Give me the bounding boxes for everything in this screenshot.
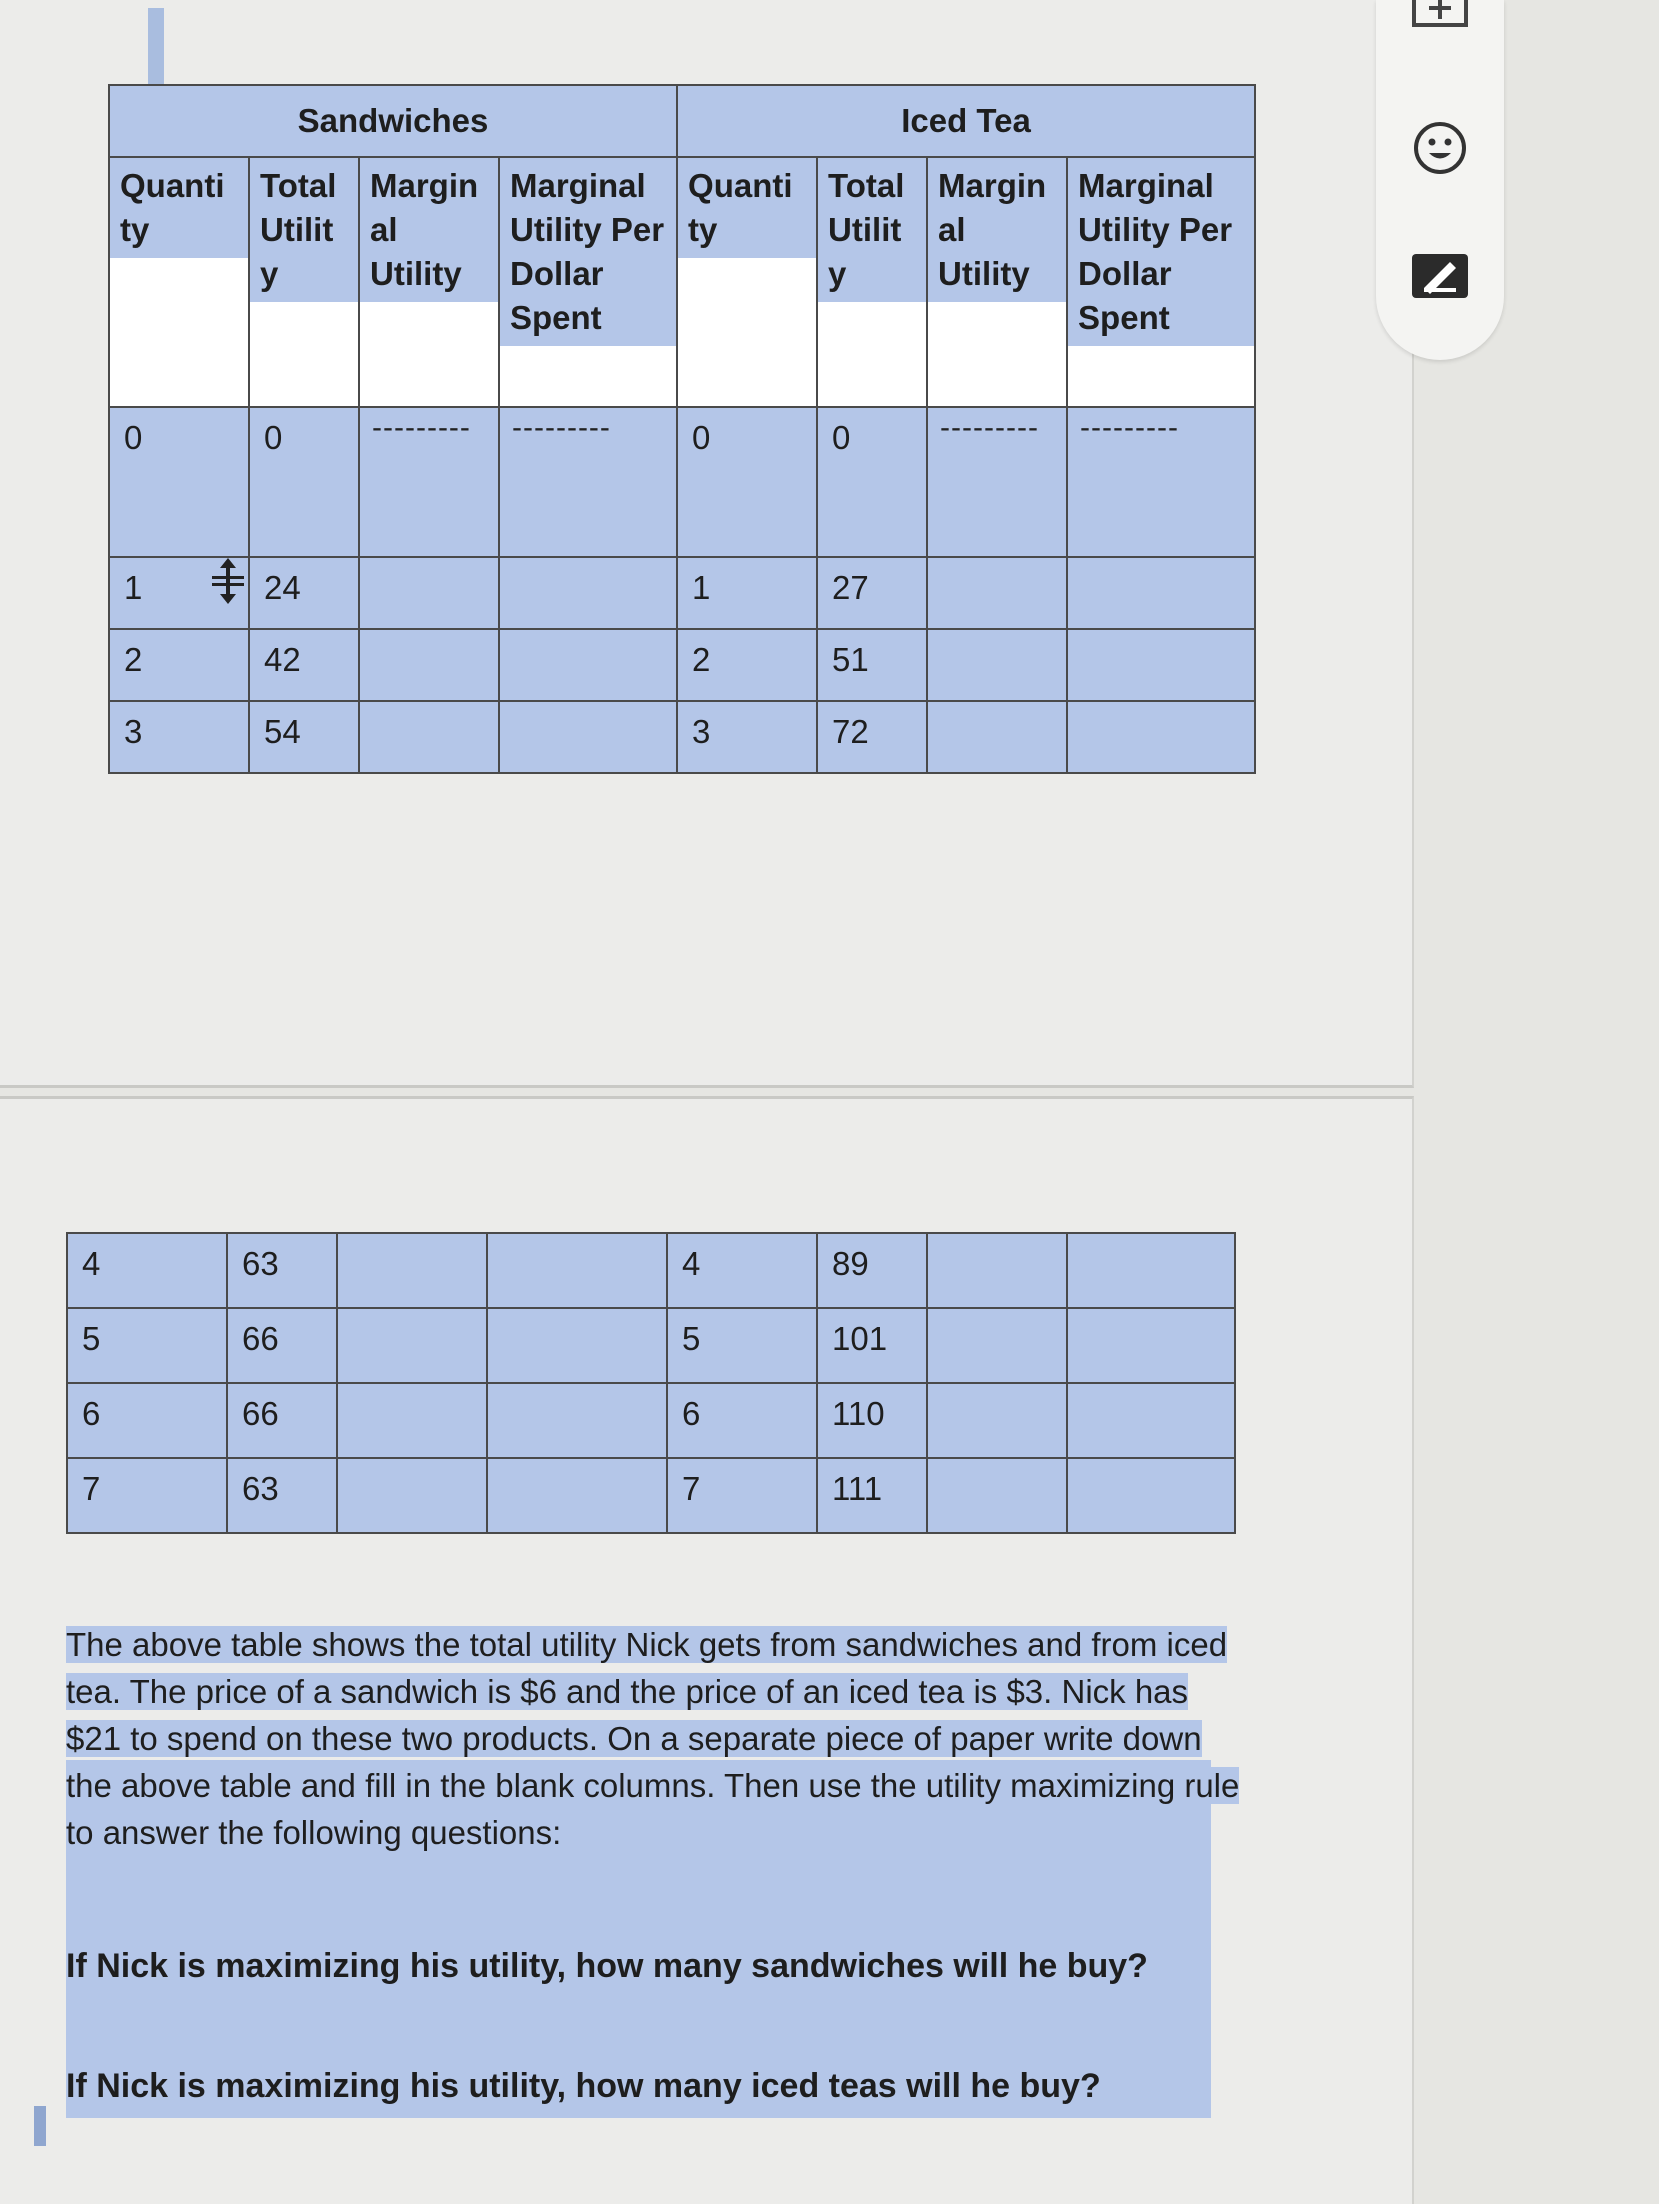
tea-tu-cell[interactable]: 110 bbox=[818, 1384, 926, 1444]
sandwich-tu-cell[interactable]: 66 bbox=[228, 1309, 336, 1369]
tea-qty-cell[interactable]: 0 bbox=[678, 408, 816, 468]
annotate-icon[interactable] bbox=[1408, 244, 1472, 308]
col-header-tea-marginal-utility: Margin al Utility bbox=[927, 157, 1067, 407]
question-sandwiches: If Nick is maximizing his utility, how many sandwiches will he buy? bbox=[66, 1947, 1148, 1985]
sandwich-tu-cell[interactable]: 66 bbox=[228, 1384, 336, 1444]
sandwich-qty-cell[interactable]: 0 bbox=[110, 408, 248, 468]
sandwich-mupd-cell[interactable] bbox=[487, 1458, 667, 1533]
col-header-tea-mu-per-dollar: Marginal Utility Per Dollar Spent bbox=[1067, 157, 1255, 407]
tea-mupd-cell[interactable] bbox=[1067, 557, 1255, 629]
blank-dash: --------- bbox=[512, 411, 611, 444]
blank-dash: --------- bbox=[1080, 411, 1179, 444]
sandwich-mupd-cell[interactable] bbox=[499, 557, 677, 629]
col-header-sandwich-mu-per-dollar: Marginal Utility Per Dollar Spent bbox=[499, 157, 677, 407]
sandwich-tu-cell[interactable]: 0 bbox=[250, 408, 358, 468]
blank-dash: --------- bbox=[940, 411, 1039, 444]
tea-mu-cell[interactable] bbox=[927, 1233, 1067, 1308]
sandwich-mu-cell[interactable] bbox=[337, 1383, 487, 1458]
sandwich-qty-cell[interactable]: 6 bbox=[68, 1384, 226, 1444]
sandwich-qty-cell[interactable]: 7 bbox=[68, 1459, 226, 1519]
tea-mupd-cell[interactable] bbox=[1067, 1308, 1235, 1383]
sandwich-qty-cell[interactable]: 3 bbox=[110, 702, 248, 762]
sandwich-qty-cell[interactable]: 4 bbox=[68, 1234, 226, 1294]
sandwich-mu-cell[interactable] bbox=[337, 1233, 487, 1308]
tea-tu-cell[interactable]: 72 bbox=[818, 702, 926, 762]
utility-table-top bbox=[108, 84, 1256, 774]
tea-qty-cell[interactable]: 2 bbox=[678, 630, 816, 690]
col-header-sandwich-quantity: Quanti ty bbox=[109, 157, 249, 407]
margin-marker bbox=[148, 8, 164, 88]
col-header-sandwich-total-utility: Total Utilit y bbox=[249, 157, 359, 407]
sandwich-tu-cell[interactable]: 63 bbox=[228, 1459, 336, 1519]
utility-table-bottom bbox=[66, 1232, 1236, 1534]
table-row bbox=[109, 407, 1255, 557]
tea-qty-cell[interactable]: 6 bbox=[668, 1384, 816, 1444]
tea-tu-cell[interactable]: 89 bbox=[818, 1234, 926, 1294]
tea-mupd-cell[interactable] bbox=[1067, 1233, 1235, 1308]
blank-dash: --------- bbox=[372, 411, 471, 444]
tea-tu-cell[interactable]: 101 bbox=[818, 1309, 926, 1369]
sandwich-qty-cell[interactable]: 1 bbox=[110, 558, 248, 618]
sandwich-tu-cell[interactable]: 42 bbox=[250, 630, 358, 690]
row-resize-cursor-icon bbox=[208, 556, 248, 606]
tea-mu-cell[interactable] bbox=[927, 1308, 1067, 1383]
table-row bbox=[67, 1308, 1235, 1383]
tea-qty-cell[interactable]: 7 bbox=[668, 1459, 816, 1519]
sandwich-mu-cell[interactable] bbox=[359, 629, 499, 701]
sandwich-mu-cell[interactable] bbox=[337, 1308, 487, 1383]
tea-qty-cell[interactable]: 3 bbox=[678, 702, 816, 762]
tea-mu-cell[interactable] bbox=[927, 1383, 1067, 1458]
tea-tu-cell[interactable]: 0 bbox=[818, 408, 926, 468]
table-row bbox=[109, 629, 1255, 701]
add-comment-icon[interactable] bbox=[1408, 0, 1472, 44]
tea-qty-cell[interactable]: 4 bbox=[668, 1234, 816, 1294]
tea-mu-cell[interactable] bbox=[927, 557, 1067, 629]
tea-mupd-cell[interactable] bbox=[1067, 1458, 1235, 1533]
sandwich-mu-cell[interactable] bbox=[337, 1458, 487, 1533]
problem-paragraph: The above table shows the total utility Nick gets from sandwiches and from iced tea. The price of a sandwich is $6 and the price of an iced tea is $3. Nick has $21 to spend on these two products. On a separate piece of paper write down the above table and fill in the blank columns. Then use the utility maximizing rule to answer the following questions: bbox=[66, 1626, 1240, 1851]
sandwich-qty-cell[interactable]: 2 bbox=[110, 630, 248, 690]
tea-mupd-cell[interactable] bbox=[1067, 701, 1255, 773]
table-row bbox=[67, 1383, 1235, 1458]
col-header-tea-quantity: Quanti ty bbox=[677, 157, 817, 407]
tea-mu-cell[interactable] bbox=[927, 1458, 1067, 1533]
sandwich-mupd-cell[interactable] bbox=[499, 701, 677, 773]
tea-qty-cell[interactable]: 1 bbox=[678, 558, 816, 618]
tea-mupd-cell[interactable] bbox=[1067, 629, 1255, 701]
sandwich-tu-cell[interactable]: 24 bbox=[250, 558, 358, 618]
sandwich-mupd-cell[interactable] bbox=[487, 1308, 667, 1383]
table-row bbox=[67, 1233, 1235, 1308]
group-header-sandwiches: Sandwiches bbox=[109, 85, 677, 157]
tea-tu-cell[interactable]: 27 bbox=[818, 558, 926, 618]
table-row bbox=[109, 557, 1255, 629]
question-iced-teas: If Nick is maximizing his utility, how many iced teas will he buy? bbox=[66, 2067, 1101, 2105]
group-header-iced-tea: Iced Tea bbox=[677, 85, 1255, 157]
col-header-tea-total-utility: Total Utilit y bbox=[817, 157, 927, 407]
sandwich-tu-cell[interactable]: 54 bbox=[250, 702, 358, 762]
tea-tu-cell[interactable]: 51 bbox=[818, 630, 926, 690]
sandwich-mupd-cell[interactable] bbox=[487, 1233, 667, 1308]
sandwich-tu-cell[interactable]: 63 bbox=[228, 1234, 336, 1294]
sandwich-qty-cell[interactable]: 5 bbox=[68, 1309, 226, 1369]
tea-mu-cell[interactable] bbox=[927, 701, 1067, 773]
margin-marker-bottom bbox=[34, 2106, 46, 2146]
sandwich-mu-cell[interactable] bbox=[359, 701, 499, 773]
emoji-icon[interactable] bbox=[1408, 116, 1472, 180]
floating-toolbar bbox=[1376, 0, 1504, 360]
tea-qty-cell[interactable]: 5 bbox=[668, 1309, 816, 1369]
sandwich-mupd-cell[interactable] bbox=[487, 1383, 667, 1458]
sandwich-mu-cell[interactable] bbox=[359, 557, 499, 629]
table-row bbox=[109, 701, 1255, 773]
tea-mu-cell[interactable] bbox=[927, 629, 1067, 701]
table-row bbox=[67, 1458, 1235, 1533]
tea-tu-cell[interactable]: 111 bbox=[818, 1459, 926, 1519]
tea-mupd-cell[interactable] bbox=[1067, 1383, 1235, 1458]
sandwich-mupd-cell[interactable] bbox=[499, 629, 677, 701]
col-header-sandwich-marginal-utility: Margin al Utility bbox=[359, 157, 499, 407]
